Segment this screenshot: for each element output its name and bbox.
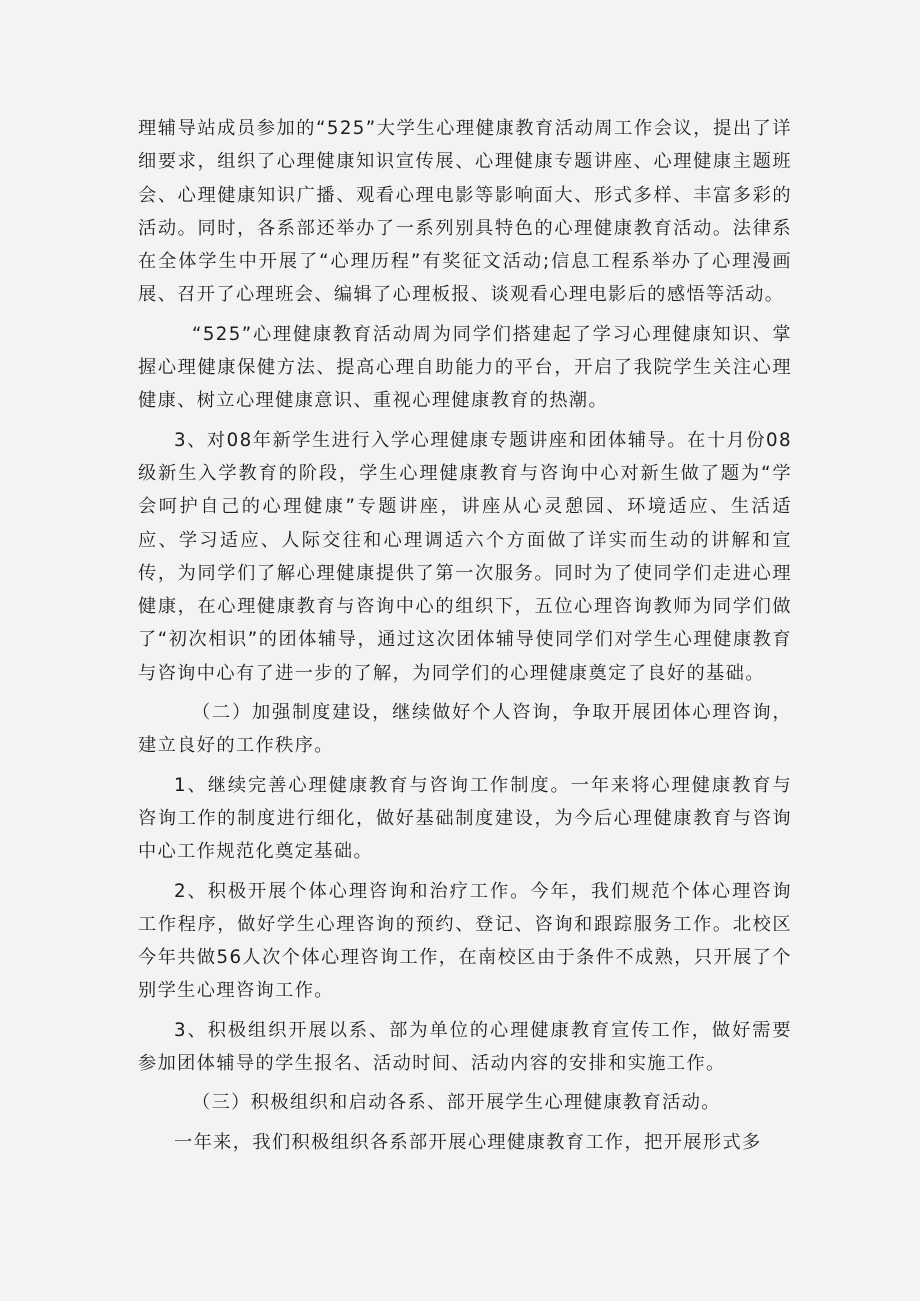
paragraph-activity-week-summary: “525”心理健康教育活动周为同学们搭建起了学习心理健康知识、掌握心理健康保健方法、提高心理自助能力的平台，开启了我院学生关注心理健康、树立心理健康意识、重视心理健康教育的热潮。 (138, 323, 792, 412)
section-heading-department-activities: （三）积极组织和启动各系、部开展学生心理健康教育活动。 (192, 1092, 721, 1114)
paragraph-individual-counseling: 2、积极开展个体心理咨询和治疗工作。今年，我们规范个体心理咨询工作程序，做好学生心理咨询的预约、登记、咨询和跟踪服务工作。北校区今年共做56人次个体心理咨询工作，在南校区由于条件不成熟，只开展了个别学生心理咨询工作。 (138, 880, 792, 1002)
paragraph-improve-system: 1、继续完善心理健康教育与咨询工作制度。一年来将心理健康教育与咨询工作的制度进行细化，做好基础制度建设，为今后心理健康教育与咨询中心工作规范化奠定基础。 (138, 774, 792, 863)
paragraph-department-publicity: 3、积极组织开展以系、部为单位的心理健康教育宣传工作，做好需要参加团体辅导的学生报名、活动时间、活动内容的安排和实施工作。 (138, 1019, 792, 1075)
section-heading-system-building: （二）加强制度建设，继续做好个人咨询，争取开展团体心理咨询，建立良好的工作秩序。 (138, 702, 792, 757)
paragraph-activity-week-meeting: 理辅导站成员参加的“525”大学生心理健康教育活动周工作会议，提出了详细要求，组织了心理健康知识宣传展、心理健康专题讲座、心理健康主题班会、心理健康知识广播、观看心理电影等影响面大、形式多样、丰富多彩的活动。同时，各系部还举办了一系列别具特色的心理健康教育活动。法律系在全体学生中开展了“心理历程”有奖征文活动;信息工程系举办了心理漫画展、召开了心理班会、编辑了心理板报、谈观看心理电影后的感悟等活动。 (138, 118, 792, 306)
paragraph-year-overview: 一年来，我们积极组织各系部开展心理健康教育工作，把开展形式多 (174, 1131, 762, 1153)
paragraph-freshman-lecture: 3、对08年新学生进行入学心理健康专题讲座和团体辅导。在十月份08级新生入学教育的阶段，学生心理健康教育与咨询中心对新生做了题为“学会呵护自己的心理健康”专题讲座，讲座从心灵憩园、环境适应、生活适应、学习适应、人际交往和心理调适六个方面做了详实而生动的讲解和宣传，为同学们了解心理健康提供了第一次服务。同时为了使同学们走进心理健康，在心理健康教育与咨询中心的组织下，五位心理咨询教师为同学们做了“初次相识”的团体辅导，通过这次团体辅导使同学们对学生心理健康教育与咨询中心有了进一步的了解，为同学们的心理健康奠定了良好的基础。 (138, 429, 792, 684)
